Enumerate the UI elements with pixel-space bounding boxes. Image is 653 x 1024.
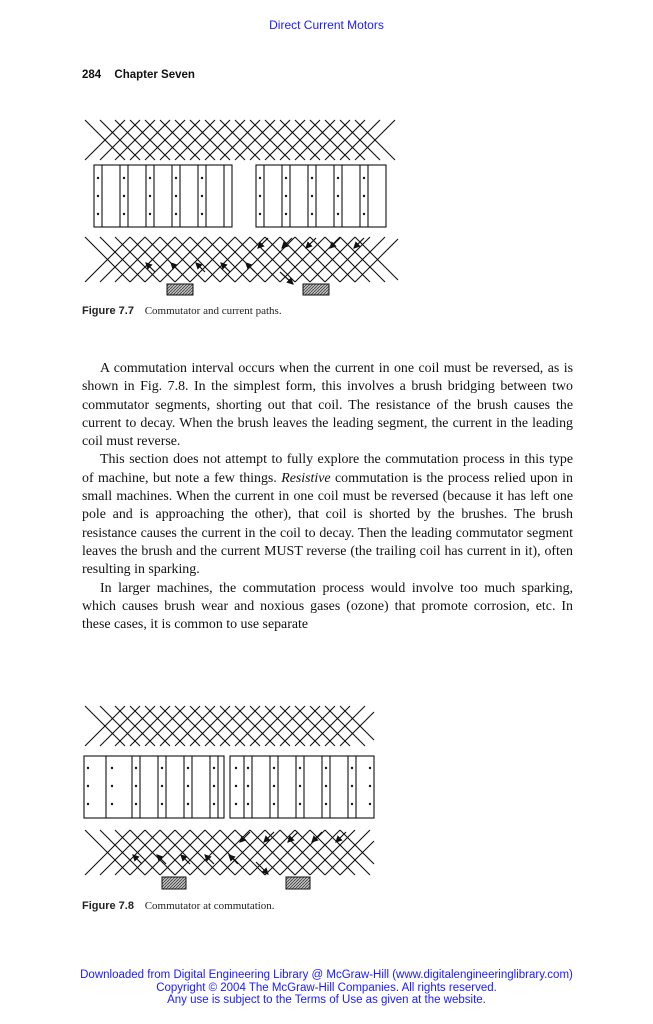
- figure-7-8-label: Figure 7.8: [82, 900, 134, 912]
- running-header: Direct Current Motors: [269, 18, 384, 32]
- footer-terms[interactable]: Any use is subject to the Terms of Use as given at the website.: [167, 994, 486, 1006]
- footer: [0, 969, 653, 1007]
- figure-7-7-diagram: [80, 112, 402, 298]
- italic-term: Resistive: [281, 470, 331, 486]
- chapter-title: Chapter Seven: [114, 69, 195, 81]
- figure-7-8-caption: [82, 900, 275, 912]
- page-header: [82, 69, 195, 81]
- footer-copyright: Copyright © 2004 The McGraw-Hill Companies. All rights reserved.: [156, 981, 497, 994]
- page-number: 284: [82, 69, 102, 81]
- figure-7-7-label: Figure 7.7: [82, 305, 134, 317]
- paragraph-3: In larger machines, the commutation process would involve too much sparking, which causes brush wear and noxious gases (ozone) that promote corrosion, etc. In these cases, it is common to use separate: [82, 580, 573, 633]
- body-text: [82, 360, 573, 634]
- paragraph-1: A commutation interval occurs when the current in one coil must be reversed, as is shown in Fig. 7.8. In the simplest form, this involves a brush bridging between two commutator segments, shorting out that coil. The resistance of the brush causes the current to decay. When the brush leaves the leading segment, the current in the leading coil must reverse.: [82, 361, 573, 450]
- figure-7-8-diagram: [80, 702, 378, 892]
- figure-7-8-text: Commutator at commutation.: [144, 900, 275, 912]
- footer-download-link[interactable]: Downloaded from Digital Engineering Library @ McGraw-Hill (www.digitalengineeringlibrary.com): [80, 969, 573, 981]
- paragraph-2: This section does not attempt to fully explore the commutation process in this type of machine, but note a few things. Resistive commutation is the process relied upon in small machines. When the current in one coil must be reversed (because it has left one pole and is approaching the other), that coil is shorted by the brushes. The brush resistance causes the current in the coil to decay. Then the leading commutator segment leaves the brush and the current MUST reverse (the trailing coil has current in it), often resulting in sparking.: [82, 452, 573, 578]
- figure-7-7-caption: [82, 305, 282, 317]
- figure-7-7-text: Commutator and current paths.: [144, 305, 282, 317]
